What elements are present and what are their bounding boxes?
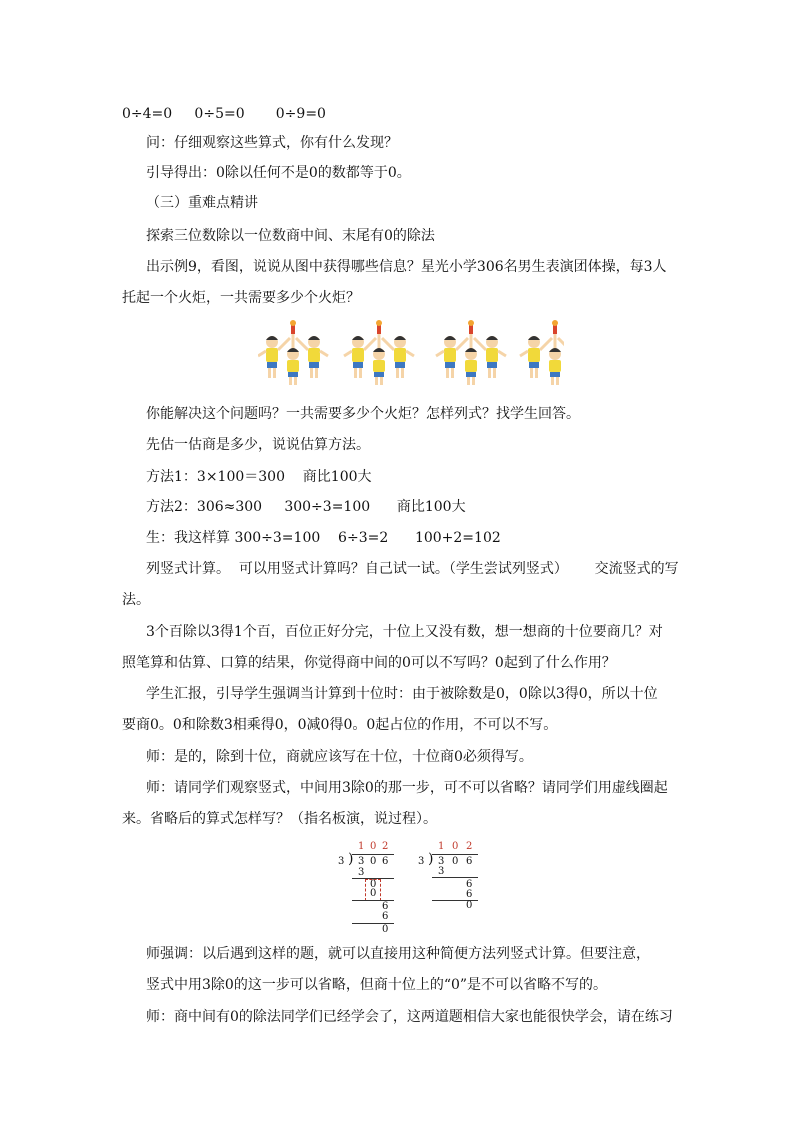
explanation-line-cont: 照笔算和估算、口算的结果，你觉得商中间的0可以不写吗？0起到了什么作用？	[122, 655, 616, 671]
divisor: 3	[338, 856, 345, 867]
step-digit: 0	[370, 888, 377, 899]
step-digit: 3	[358, 867, 365, 878]
topic-line: 探索三位数除以一位数商中间、末尾有0的除法	[146, 228, 435, 244]
dividend-digit: 3	[358, 856, 365, 867]
section-heading: （三）重难点精讲	[146, 195, 258, 211]
quotient-digit: 0	[452, 841, 459, 852]
torch-group-2	[344, 320, 414, 385]
explanation-line: 3个百除以3得1个百，百位正好分完，十位上又没有数，想一想商的十位要商几？对	[146, 624, 663, 640]
vertical-calc-line: 列竖式计算。 可以用竖式计算吗？自己试一试。（学生尝试列竖式） 交流竖式的写	[146, 561, 679, 577]
dividend-digit: 0	[370, 856, 377, 867]
dividend-digit: 3	[438, 856, 445, 867]
step-digit: 6	[382, 911, 389, 922]
equation-line: 0÷4=0 0÷5=0 0÷9=0	[122, 106, 326, 122]
report-line: 学生汇报，引导学生强调当计算到十位时：由于被除数是0，0除以3得0，所以十位	[146, 686, 658, 702]
question-line: 问：仔细观察这些算式，你有什么发现？	[146, 135, 398, 151]
step-digit: 0	[466, 900, 473, 911]
step-digit: 6	[466, 879, 473, 890]
quotient-digit: 1	[358, 841, 365, 852]
long-division-left: 1 0 2 3 ) 3 0 6 3 0 0 6 6 0	[338, 842, 398, 932]
step-digit: 6	[466, 889, 473, 900]
torch-group-3	[436, 320, 506, 385]
teacher-line-1: 师：是的，除到十位，商就应该写在十位，十位商0必须得写。	[146, 749, 533, 765]
emphasis-line: 师强调：以后遇到这样的题，就可以直接用这种简便方法列竖式计算。但要注意，	[146, 946, 650, 962]
teacher-line-2: 师：请同学们观察竖式，中间用3除0的那一步，可不可以省略？请同学们用虚线圈起	[146, 780, 668, 796]
dividend-digit: 6	[382, 856, 389, 867]
dividend-digit: 6	[466, 856, 473, 867]
step-digit: 3	[438, 866, 445, 877]
quotient-digit: 2	[466, 841, 473, 852]
torch-group-1	[258, 320, 328, 385]
step-digit: 0	[382, 924, 389, 935]
emphasis-line-cont: 竖式中用3除0的这一步可以省略，但商十位上的“0”是不可以省略不写的。	[146, 977, 608, 993]
quotient-digit: 2	[382, 841, 389, 852]
vertical-calc-line-cont: 法。	[122, 592, 150, 608]
long-division-right: 1 0 2 3 ) 3 0 6 3 6 6 0	[418, 842, 488, 912]
method-1-line: 方法1：3×100＝300 商比100大	[146, 469, 372, 485]
torch-group-4	[520, 320, 564, 385]
teacher-line-2-cont: 来。省略后的算式怎样写？（指名板演，说过程）。	[122, 811, 437, 827]
report-line-cont: 要商0。0和除数3相乘得0，0减0得0。0起占位的作用，不可以不写。	[122, 717, 558, 733]
divisor: 3	[418, 856, 425, 867]
children-torch-illustration	[258, 320, 564, 386]
student-calc-line: 生：我这样算 300÷3=100 6÷3=2 100+2=102	[146, 530, 501, 546]
estimate-line: 先估一估商是多少，说说估算方法。	[146, 437, 370, 453]
conclusion-line: 引导得出：0除以任何不是0的数都等于0。	[146, 165, 411, 181]
method-2-line: 方法2：306≈300 300÷3=100 商比100大	[146, 499, 466, 515]
example-line-cont: 托起一个火炬，一共需要多少个火炬？	[122, 290, 360, 306]
quotient-digit: 1	[438, 841, 445, 852]
dividend-digit: 0	[452, 856, 459, 867]
question-line-2: 你能解决这个问题吗？一共需要多少个火炬？怎样列式？找学生回答。	[146, 406, 580, 422]
closing-line: 师：商中间有0的除法同学们已经学会了，这两道题相信大家也能很快学会，请在练习	[146, 1009, 673, 1025]
step-digit: 6	[382, 901, 389, 912]
example-line: 出示例9，看图，说说从图中获得哪些信息？星光小学306名男生表演团体操，每3人	[146, 259, 667, 275]
step-digit: 0	[370, 879, 377, 890]
quotient-digit: 0	[370, 841, 377, 852]
